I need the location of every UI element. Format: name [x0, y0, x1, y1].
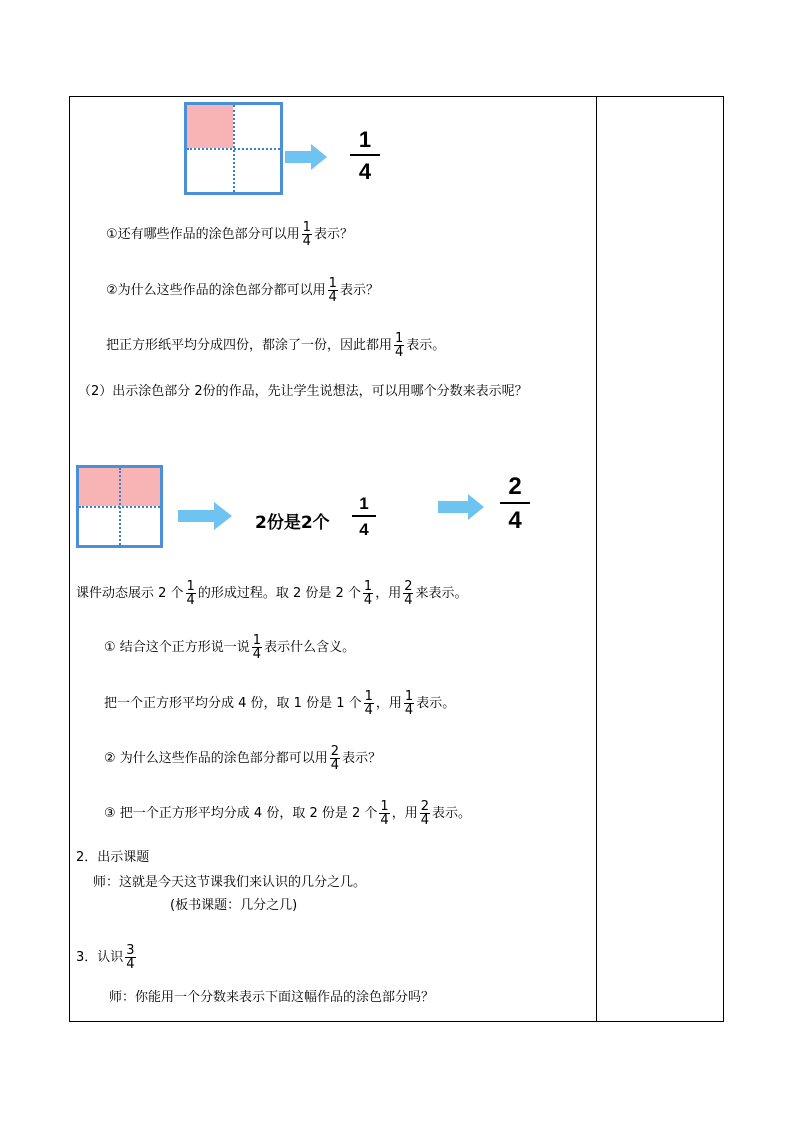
fraction: $\frac{1}{4}$	[186, 579, 195, 608]
numerator: 1	[358, 127, 372, 152]
fraction: $\frac{1}{4}$	[380, 799, 389, 828]
square-one-quarter	[184, 102, 283, 195]
question-1: ①还有哪些作品的涂色部分可以用 $\frac{1}{4}$ 表示？	[106, 220, 353, 249]
arrow-right-icon	[438, 494, 484, 520]
two-parts-label: 2份是2个	[255, 513, 330, 533]
fraction: $\frac{1}{4}$	[302, 220, 311, 249]
board-title-note: (板书课题：几分之几)	[170, 898, 298, 913]
section-2-heading: 2．出示课题	[76, 850, 150, 865]
arrow-right-icon	[285, 144, 327, 170]
horizontal-divider	[79, 506, 160, 508]
arrow-right-icon	[178, 502, 232, 530]
teacher-line-2: 师：你能用一个分数来表示下面这幅作品的涂色部分吗？	[109, 990, 435, 1005]
fraction: $\frac{1}{4}$	[395, 331, 404, 360]
answer-1: 把正方形纸平均分成四份，都涂了一份，因此都用 $\frac{1}{4}$ 表示。	[106, 331, 446, 360]
fraction: $\frac{3}{4}$	[126, 943, 135, 972]
shaded-quarter	[187, 105, 233, 148]
horizontal-divider	[187, 148, 280, 150]
square-two-quarters	[76, 465, 163, 548]
fraction-one-quarter-medium: 1 4	[352, 494, 376, 539]
fraction: $\frac{1}{4}$	[364, 689, 373, 718]
sub-answer-3: ③ 把一个正方形平均分成 4 份，取 2 份是 2 个 $\frac{1}{4}$ ，用 $\frac{2}{4}$ 表示。	[104, 799, 471, 828]
courseware-demo-text: 课件动态展示 2 个 $\frac{1}{4}$ 的形成过程。取 2 份是 2 个 $\frac{1}{4}$ ，用 $\frac{2}{4}$ 来表示。	[76, 579, 468, 608]
fraction: $\frac{2}{4}$	[330, 744, 340, 773]
step-2-prompt: （2）出示涂色部分 2份的作品，先让学生说想法，可以用哪个分数来表示呢？	[78, 384, 528, 399]
denominator: 4	[358, 159, 372, 184]
fraction: $\frac{1}{4}$	[328, 276, 337, 305]
fraction: $\frac{2}{4}$	[420, 799, 429, 828]
fraction-two-quarters-large: 2 4	[500, 474, 530, 534]
sub-question-2: ② 为什么这些作品的涂色部分都可以用 $\frac{2}{4}$ 表示？	[104, 744, 382, 773]
fraction: $\frac{1}{4}$	[252, 633, 262, 662]
fraction: $\frac{1}{4}$	[404, 689, 414, 718]
teacher-line-1: 师：这就是今天这节课我们来认识的几分之几。	[93, 875, 367, 890]
sub-answer-1: 把一个正方形平均分成 4 份，取 1 份是 1 个 $\frac{1}{4}$ ，用 $\frac{1}{4}$ 表示。	[104, 689, 456, 718]
table-column-divider	[596, 96, 597, 1022]
fraction: $\frac{1}{4}$	[363, 579, 373, 608]
fraction: $\frac{2}{4}$	[404, 579, 413, 608]
sub-question-1: ① 结合这个正方形说一说 $\frac{1}{4}$ 表示什么含义。	[104, 633, 356, 662]
fraction-one-quarter-large	[350, 128, 380, 184]
question-2: ②为什么这些作品的涂色部分都可以用 $\frac{1}{4}$ 表示？	[106, 276, 379, 305]
section-3-heading: 3．认识 $\frac{3}{4}$	[76, 943, 135, 972]
